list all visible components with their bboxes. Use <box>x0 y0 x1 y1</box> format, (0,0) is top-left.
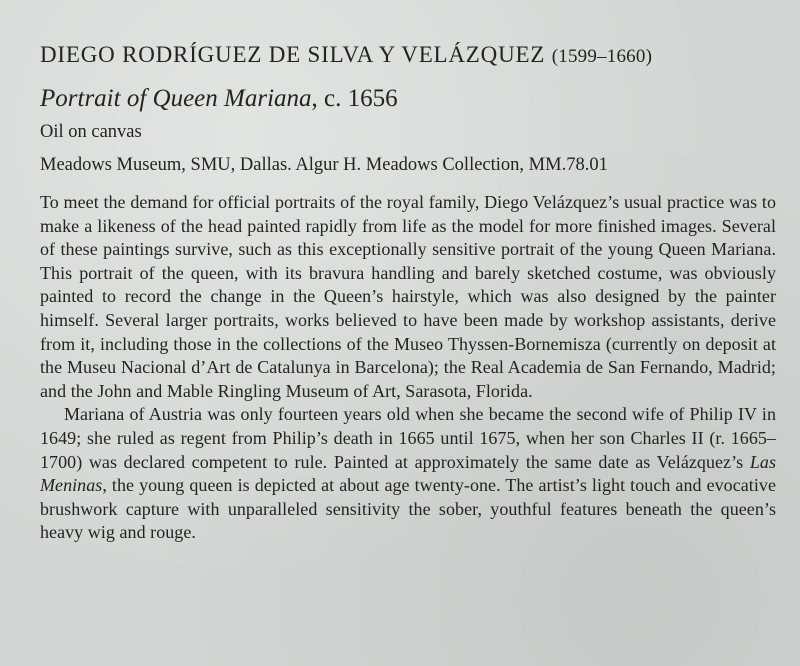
artist-name: DIEGO RODRÍGUEZ DE SILVA Y VELÁZQUEZ <box>40 42 546 67</box>
paragraph-2-text-start: Mariana of Austria was only fourteen years old when she became the second wife of Philip IV in 1649; she ruled as regent from Philip’s death in 1665 until 1675, when her son Charles II (r. 1665–1700) was declared competent to rule. Painted at approximately the same date as Velázquez’s <box>40 404 776 472</box>
artist-heading <box>40 40 780 72</box>
artwork-title: Portrait of Queen Mariana <box>40 85 312 112</box>
paragraph-2-italic-title: Las Meninas <box>40 451 776 496</box>
label-body <box>40 191 776 545</box>
artwork-title-line <box>40 84 780 114</box>
paragraph-2-text-end: , the young queen is depicted at about age twenty-one. The artist’s light touch and evocative brushwork capture with unparalleled sensitivity the sober, youthful features beneath the queen’s heavy wig and rouge. <box>40 475 776 543</box>
description-paragraph-2 <box>40 403 776 545</box>
credit-line: Meadows Museum, SMU, Dallas. Algur H. Meadows Collection, MM.78.01 <box>40 155 608 175</box>
artwork-medium: Oil on canvas <box>40 122 142 142</box>
museum-wall-label <box>40 40 780 545</box>
artwork-date: , c. 1656 <box>311 85 398 112</box>
artist-dates: (1599–1660) <box>551 46 653 67</box>
description-paragraph-1: To meet the demand for official portraits of the royal family, Diego Velázquez’s usual practice was to make a likeness of the head painted rapidly from life as the model for more finished images. Several of these paintings survive, such as this exceptionally sensitive portrait of the young Queen Mariana. This portrait of the queen, with its bravura handling and barely sketched costume, was obviously painted to record the change in the Queen’s hairstyle, which was also designed by the painter himself. Several larger portraits, works believed to have been made by workshop assistants, derive from it, including those in the collections of the Museo Thyssen-Bornemisza (currently on deposit at the Museu Nacional d’Art de Catalunya in Barcelona); the Real Academia de San Fernando, Madrid; and the John and Mable Ringling Museum of Art, Sarasota, Florida. <box>40 192 776 401</box>
